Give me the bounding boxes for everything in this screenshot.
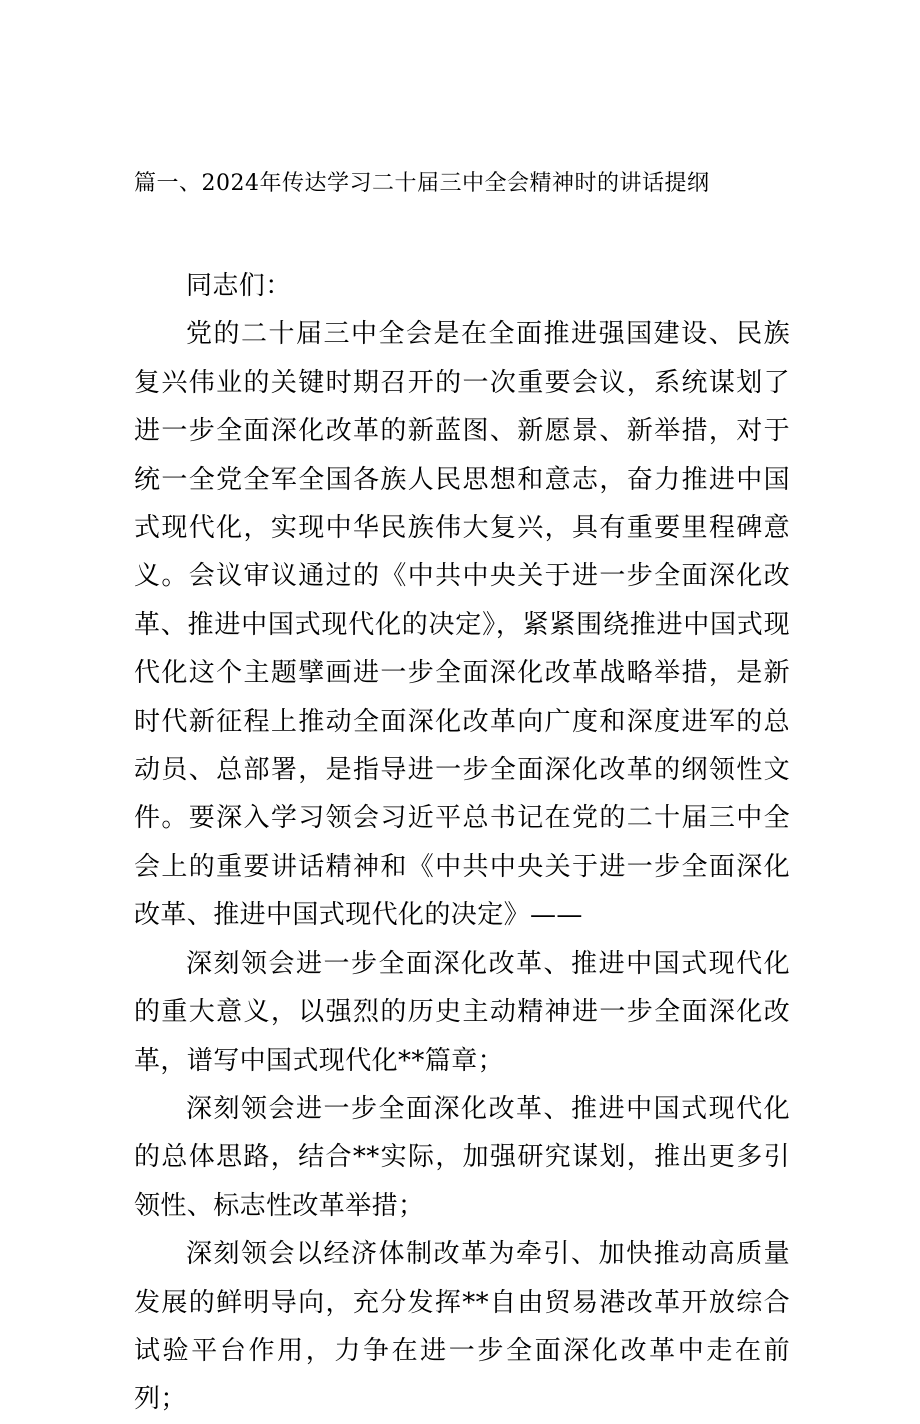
paragraph-intro: 党的二十届三中全会是在全面推进强国建设、民族复兴伟业的关键时期召开的一次重要会议，系统谋划了进一步全面深化改革的新蓝图、新愿景、新举措，对于统一全党全军全国各族人民思想和意志，奋力推进中国式现代化，实现中华民族伟大复兴，具有重要里程碑意义。会议审议通过的《中共中央关于进一步全面深化改革、推进中国式现代化的决定》，紧紧围绕推进中国式现代化这个主题擘画进一步全面深化改革战略举措，是新时代新征程上推动全面深化改革向广度和深度进军的总动员、总部署，是指导进一步全面深化改革的纲领性文件。要深入学习领会习近平总书记在党的二十届三中全会上的重要讲话精神和《中共中央关于进一步全面深化改革、推进中国式现代化的决定》—— [134, 319, 790, 931]
document-body [134, 262, 790, 1424]
paragraph-approach: 深刻领会进一步全面深化改革、推进中国式现代化的总体思路，结合**实际，加强研究谋划，推出更多引领性、标志性改革举措； [134, 1093, 790, 1221]
document-title: 篇一、2024年传达学习二十届三中全会精神时的讲话提纲 [134, 171, 710, 196]
greeting-line: 同志们： [186, 271, 292, 301]
paragraph-significance: 深刻领会进一步全面深化改革、推进中国式现代化的重大意义，以强烈的历史主动精神进一步全面深化改革，谱写中国式现代化**篇章； [134, 948, 790, 1076]
paragraph-economic-reform: 深刻领会以经济体制改革为牵引、加快推动高质量发展的鲜明导向，充分发挥**自由贸易港改革开放综合试验平台作用，力争在进一步全面深化改革中走在前列； [134, 1239, 790, 1415]
